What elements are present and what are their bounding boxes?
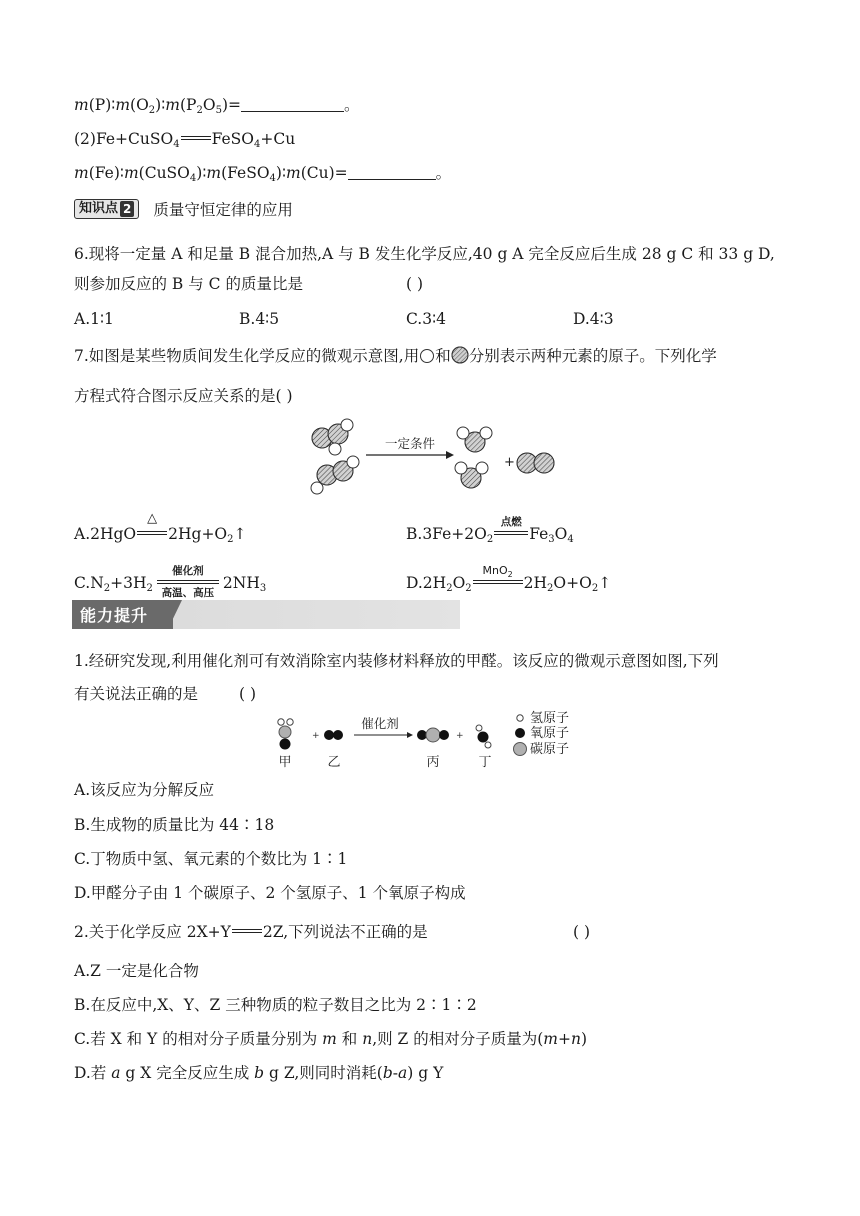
q7-reaction-diagram xyxy=(300,418,560,500)
svg-text:+: + xyxy=(312,731,320,741)
carbon-dioxide-molecule xyxy=(417,728,449,742)
q7-stem: 7.如图是某些物质间发生化学反应的微观示意图,用 和 分别表示两种元素的原子。下列化学 xyxy=(74,347,717,365)
q7-option-d[interactable]: $D.2H_2O_2$ MnO$_2$ $2H_2O+O_2↑$ xyxy=(406,564,612,594)
catalyst-label: 催化剂 xyxy=(361,716,399,731)
n1-option-c[interactable]: C.丁物质中氢、氧元素的个数比为 1∶1 xyxy=(74,850,348,868)
n1-option-d[interactable]: D.甲醛分子由 1 个碳原子、2 个氢原子、1 个氧原子构成 xyxy=(74,884,466,902)
answer-blank[interactable] xyxy=(241,97,344,112)
product-molecule xyxy=(517,453,554,473)
reactant-molecule xyxy=(311,456,359,494)
atom-legend xyxy=(514,711,570,757)
q7-stem-2: 方程式符合图示反应关系的是( ) xyxy=(74,387,293,405)
q6-option-a[interactable]: A.1∶1 xyxy=(74,310,114,328)
svg-text:+: + xyxy=(456,731,464,741)
q5-equation-2: (2)Fe+CuSO$_4$ FeSO$_4$+Cu xyxy=(74,130,296,150)
q7-option-b[interactable]: $B.3Fe+2O_2$ 点燃 $Fe_3O_4$ xyxy=(406,516,574,545)
section-header xyxy=(72,600,460,629)
q5-mass-ratio-line-2: m(Fe)∶m(CuSO$_4$)∶m(FeSO$_4$)∶m(Cu)= 。 xyxy=(74,164,452,184)
answer-blank[interactable] xyxy=(348,165,436,180)
molecule-label: 甲 xyxy=(278,755,292,770)
formaldehyde-molecule xyxy=(278,719,293,750)
svg-text:碳原子: 碳原子 xyxy=(530,742,570,757)
q6-stem: 6.现将一定量 A 和足量 B 混合加热,A 与 B 发生化学反应,40 g A 完全反应后生成 28 g C 和 33 g D, xyxy=(74,245,775,263)
q7-option-c[interactable]: $C.N_2+3H_2$ 催化剂 高温、高压 $2NH_3$ xyxy=(74,565,267,599)
oxygen-molecule xyxy=(324,730,343,740)
q7-option-a[interactable]: A.2HgO △ $2Hg+O_2↑$ xyxy=(74,511,247,545)
answer-paren[interactable]: ( ) xyxy=(239,685,257,703)
q5-mass-ratio-line: $m(P)∶m(O_2)∶m(P_2O_5)=$ 。 xyxy=(74,96,360,116)
section-title: 能力提升 xyxy=(80,606,149,625)
n1-stem: 1.经研究发现,利用催化剂可有效消除室内装修材料释放的甲醛。该反应的微观示意图如图,下列 xyxy=(74,652,719,670)
svg-text:氧原子: 氧原子 xyxy=(530,726,570,741)
n2-option-d[interactable]: D.若 a g X 完全反应生成 b g Z,则同时消耗(b-a) g Y xyxy=(74,1064,444,1082)
product-molecule xyxy=(455,462,488,488)
n1-option-b[interactable]: B.生成物的质量比为 44∶18 xyxy=(74,816,275,834)
molecule-label: 丙 xyxy=(426,755,440,770)
answer-paren[interactable]: ( ) xyxy=(406,275,424,293)
n2-stem: 2.关于化学反应 2X+Y 2Z,下列说法不正确的是 xyxy=(74,923,428,941)
n2-option-a[interactable]: A.Z 一定是化合物 xyxy=(74,962,199,980)
n2-option-b[interactable]: B.在反应中,X、Y、Z 三种物质的粒子数目之比为 2∶1∶2 xyxy=(74,996,477,1014)
product-molecule xyxy=(457,427,492,452)
n1-reaction-diagram xyxy=(272,712,612,772)
n2-option-c[interactable]: C.若 X 和 Y 的相对分子质量分别为 m 和 n,则 Z 的相对分子质量为(m+n) xyxy=(74,1030,588,1048)
molecule-label: 乙 xyxy=(327,755,341,770)
q6-option-c[interactable]: C.3∶4 xyxy=(406,310,446,328)
answer-paren[interactable]: ( ) xyxy=(573,923,591,941)
reactant-molecule xyxy=(312,419,353,455)
svg-text:+: + xyxy=(504,455,515,470)
water-molecule xyxy=(476,725,491,748)
svg-text:氢原子: 氢原子 xyxy=(530,711,570,726)
n1-stem-2: 有关说法正确的是 xyxy=(74,685,199,703)
q6-option-b[interactable]: B.4∶5 xyxy=(239,310,280,328)
q6-option-d[interactable]: D.4∶3 xyxy=(573,310,614,328)
n1-option-a[interactable]: A.该反应为分解反应 xyxy=(74,781,215,799)
reaction-condition: 一定条件 xyxy=(384,436,436,451)
knowledge-point-title: 质量守恒定律的应用 xyxy=(153,201,293,219)
q6-stem-2: 则参加反应的 B 与 C 的质量比是 xyxy=(74,275,303,293)
white-atom-icon xyxy=(419,348,435,364)
hatched-atom-icon xyxy=(451,346,469,364)
molecule-label: 丁 xyxy=(478,755,492,770)
knowledge-point-tag: 知识点 2 质量守恒定律的应用 xyxy=(74,198,293,220)
